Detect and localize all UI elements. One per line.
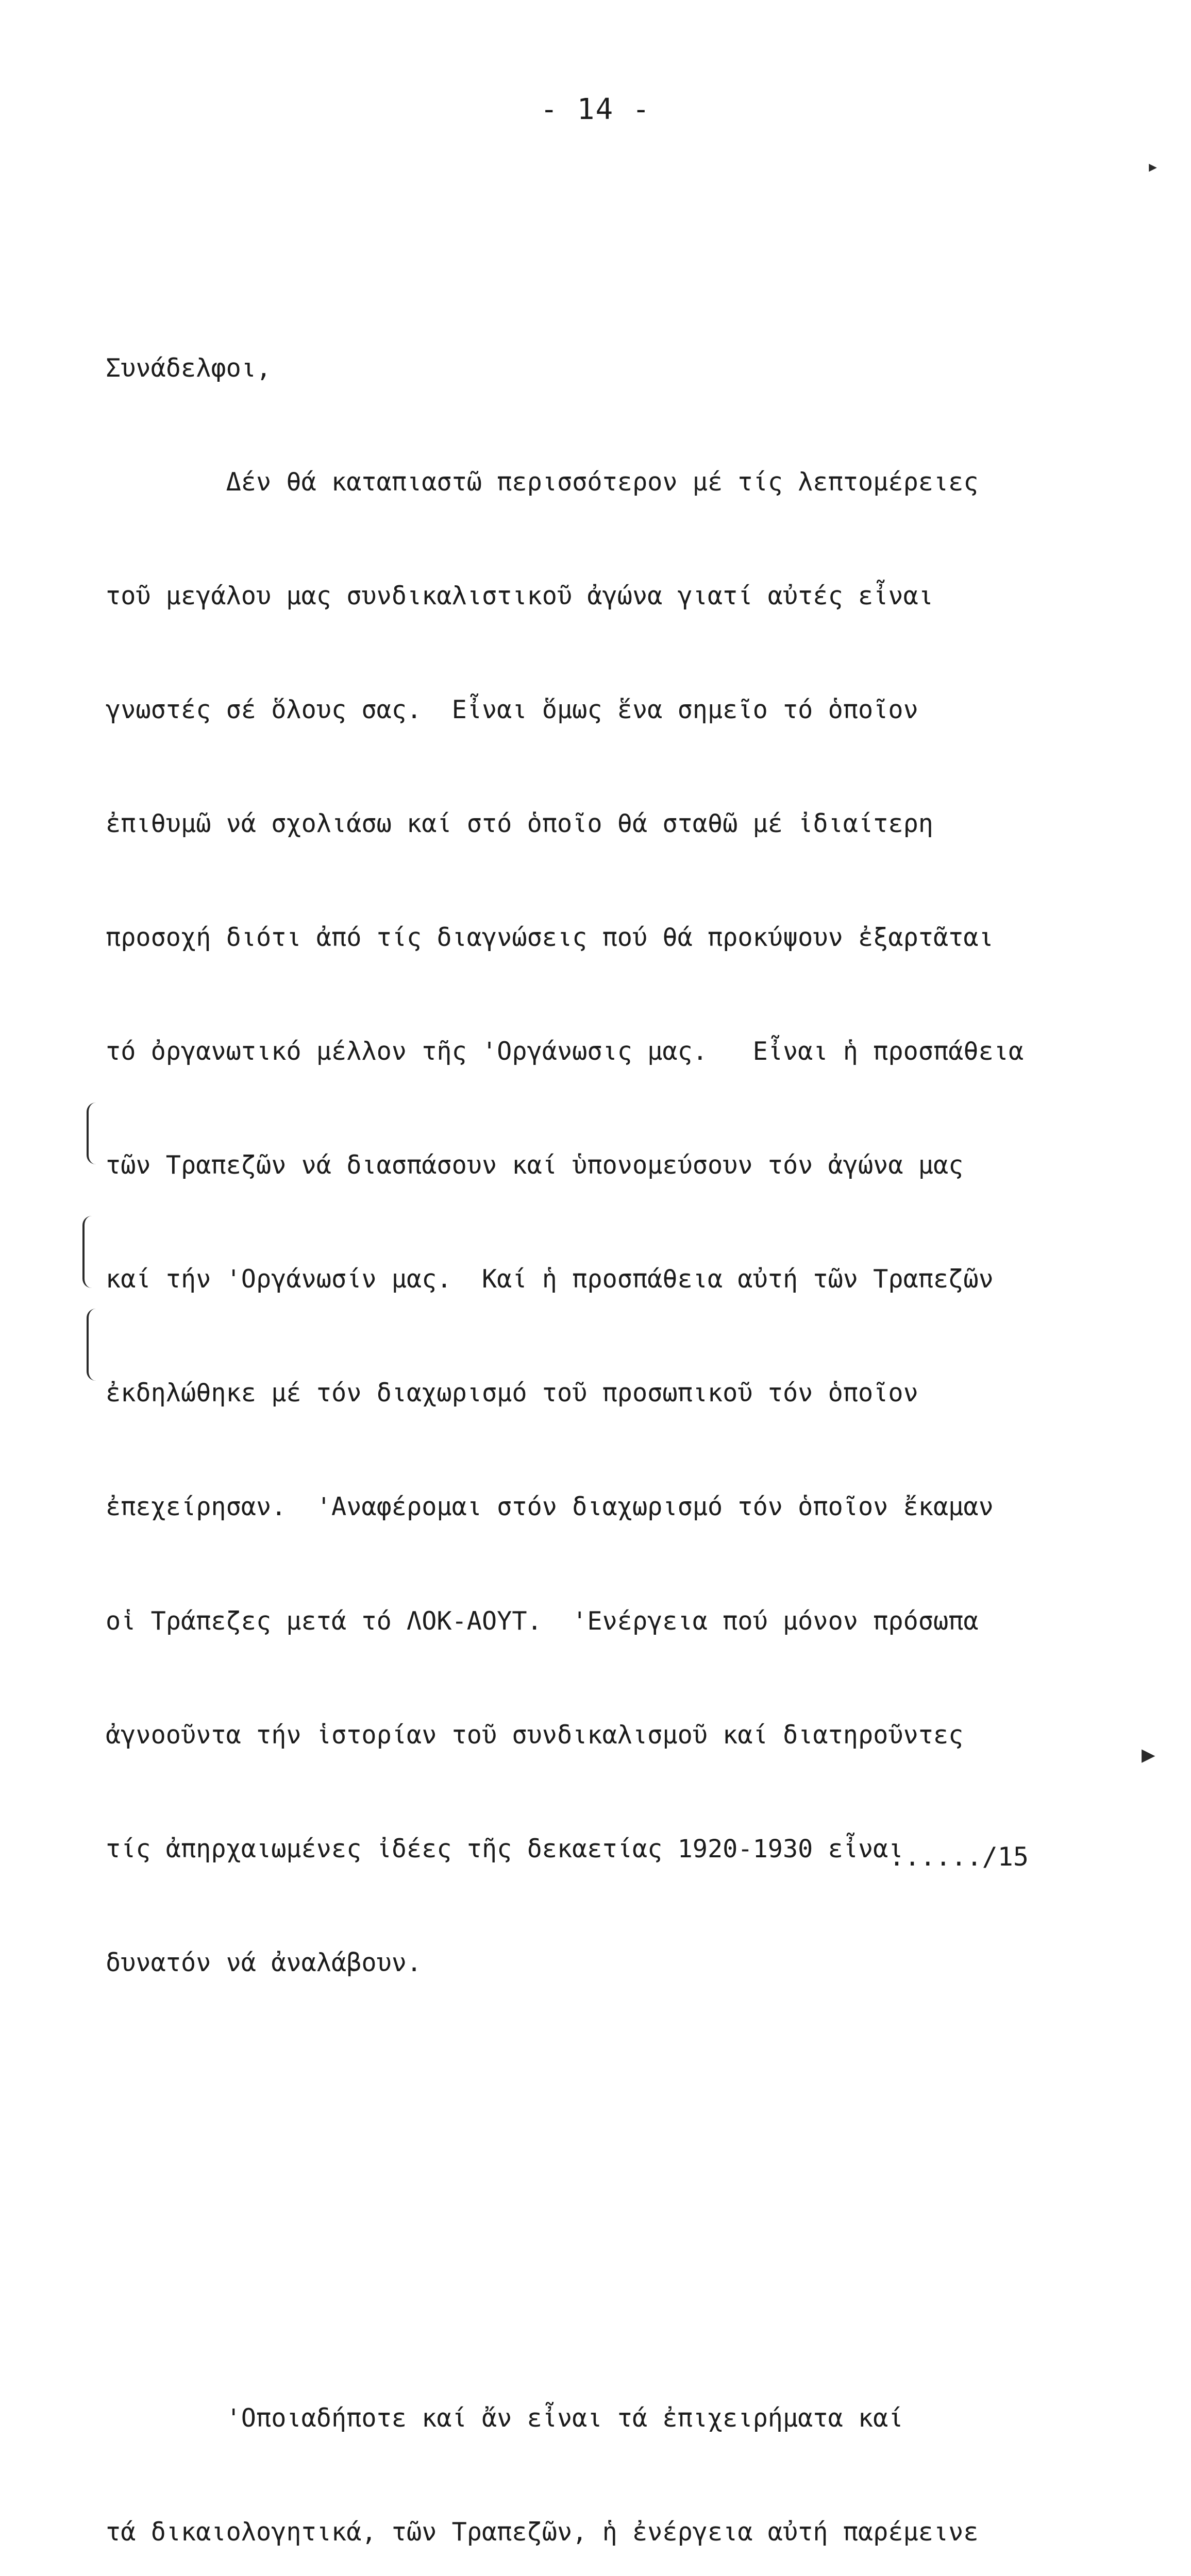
- text-line: καί τήν 'Οργάνωσίν μας. Καί ἡ προσπάθεια αὐτή τῶν Τραπεζῶν: [106, 1265, 994, 1294]
- text-line: Συνάδελφοι,: [106, 353, 272, 383]
- margin-dot-mark: ▸: [1147, 155, 1160, 178]
- margin-dot-mark: ▶: [1142, 1741, 1155, 1768]
- text-line: οἱ Τράπεζες μετά τό ΛΟΚ-ΑΟΥΤ. 'Ενέργεια πού μόνον πρόσωπα: [106, 1606, 979, 1636]
- paragraph-1: [106, 274, 1116, 2058]
- text-line: ἀγνοοῦντα τήν ἱστορίαν τοῦ συνδικαλισμοῦ καί διατηροῦντες: [106, 1720, 964, 1750]
- text-line: τά δικαιολογητικά, τῶν Τραπεζῶν, ἡ ἐνέργεια αὐτή παρέμεινε: [106, 2518, 979, 2547]
- margin-bracket-mark: [87, 1309, 96, 1381]
- text-line: τό ὀργανωτικό μέλλον τῆς 'Οργάνωσις μας. Εἶναι ἡ προσπάθεια: [106, 1037, 1024, 1066]
- text-line: ἐκδηλώθηκε μέ τόν διαχωρισμό τοῦ προσωπικοῦ τόν ὁποῖον: [106, 1379, 918, 1408]
- continuation-reference: ....../15: [889, 1842, 1029, 1872]
- text-line: ἐπεχείρησαν. 'Αναφέρομαι στόν διαχωρισμό τόν ὁποῖον ἔκαμαν: [106, 1493, 994, 1522]
- text-line: τοῦ μεγάλου μας συνδικαλιστικοῦ ἀγώνα γιατί αὐτές εἶναι: [106, 581, 933, 611]
- letter-body: [106, 160, 1116, 2576]
- margin-bracket-mark: [82, 1216, 92, 1288]
- page-number: - 14 -: [540, 93, 651, 126]
- text-line: τῶν Τραπεζῶν νά διασπάσουν καί ὑπονομεύσουν τόν ἀγώνα μας: [106, 1151, 964, 1180]
- text-line: Δέν θά καταπιαστῶ περισσότερον μέ τίς λεπτομέρειες: [106, 467, 979, 497]
- text-line: δυνατόν νά ἀναλάβουν.: [106, 1948, 422, 1977]
- text-line: γνωστές σέ ὅλους σας. Εἶναι ὅμως ἕνα σημεῖο τό ὁποῖον: [106, 695, 918, 724]
- paragraph-2: [106, 2324, 1116, 2576]
- text-line: 'Οποιαδήποτε καί ἄν εἶναι τά ἐπιχειρήματα καί: [106, 2404, 903, 2433]
- margin-bracket-mark: [87, 1103, 96, 1164]
- text-line: τίς ἀπηρχαιωμένες ἰδέες τῆς δεκαετίας 1920-1930 εἶναι: [106, 1834, 903, 1863]
- text-line: προσοχή διότι ἀπό τίς διαγνώσεις πού θά προκύψουν ἐξαρτᾶται: [106, 923, 994, 952]
- paragraph-spacer: [106, 2134, 1116, 2172]
- text-line: ἐπιθυμῶ νά σχολιάσω καί στό ὁποῖο θά σταθῶ μέ ἰδιαίτερη: [106, 809, 933, 838]
